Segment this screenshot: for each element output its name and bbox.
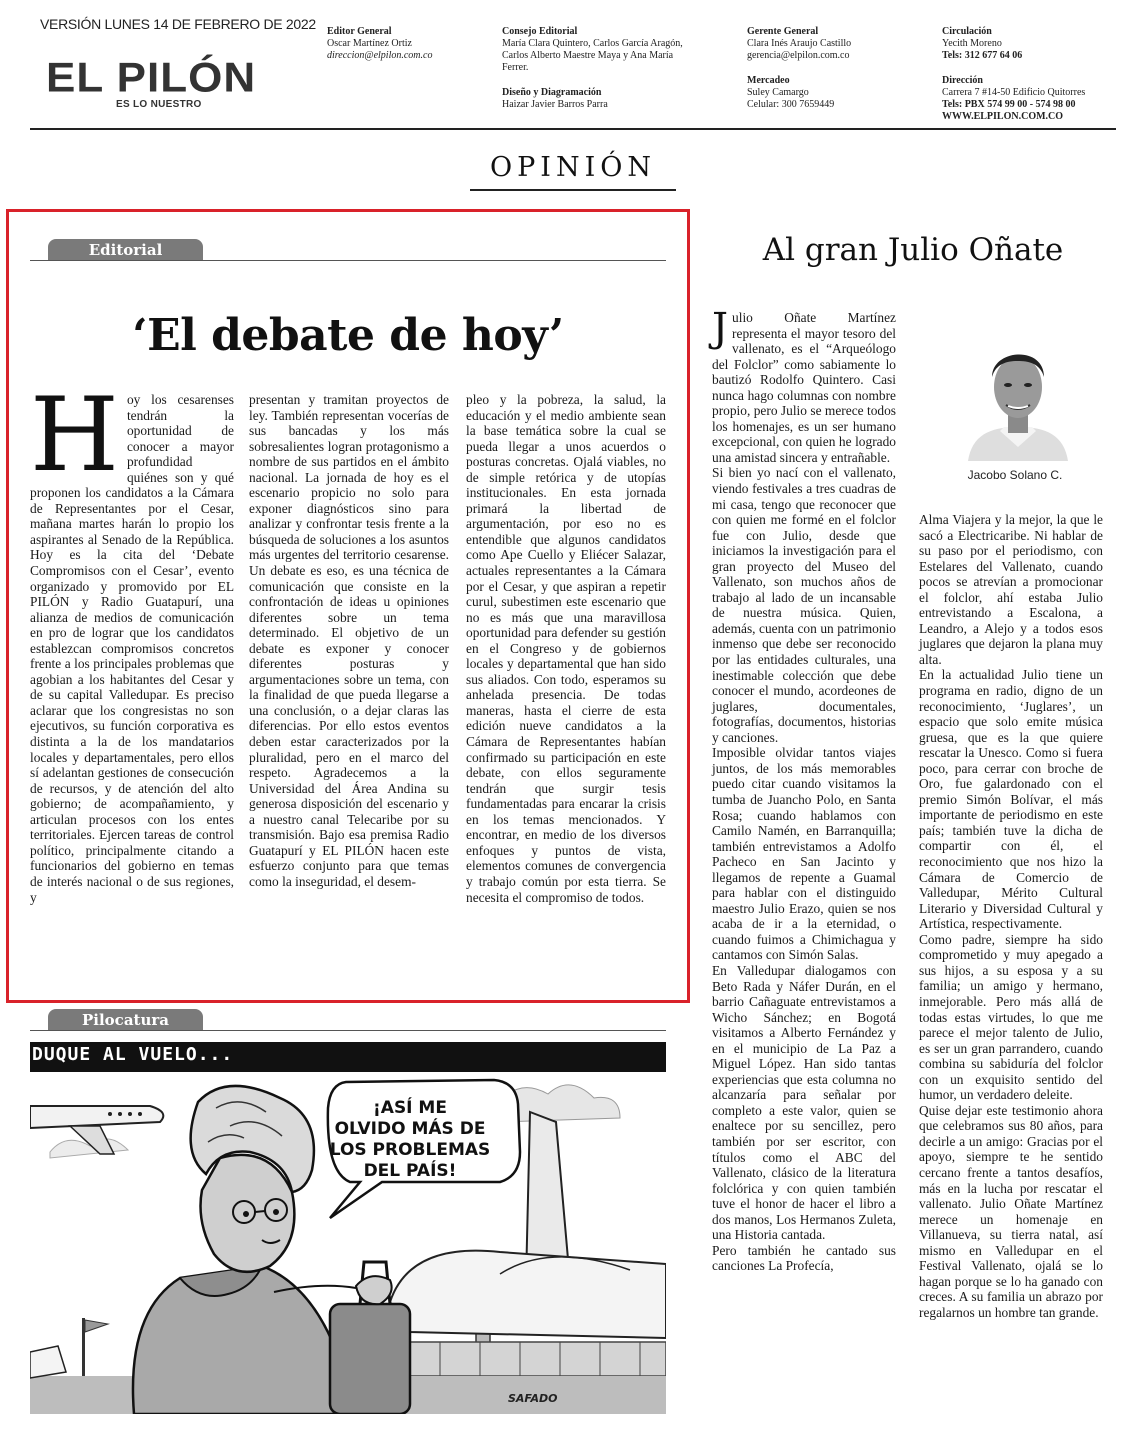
newspaper-slogan: ES LO NUESTRO xyxy=(116,99,202,110)
staff-role: Consejo Editorial xyxy=(502,26,578,37)
cartoon-tab-rule xyxy=(30,1030,666,1031)
editorial-column-3 xyxy=(466,392,666,905)
balloon-line: ¡ASÍ ME xyxy=(373,1098,447,1118)
opinion-paragraph: Si bien yo nací con el vallenato, viendo festivales a tres cuadras de mi casa, tengo que reconocer que con quien me formé en el folclor fue con Julio, desde que iniciamos la investigación para el gran proyecto del Museo del Vallenato, son muchos años de trabajo al lado de un incansable de nuestra música. Quien, además, cuenta con un patrimonio inmenso que debe ser reconocido por las entidades culturales, una inestimable colección que debe conocer el mundo, acordeones de juglares, documentales, fotografías, documentos, historias y canciones. xyxy=(712,465,896,745)
staff-line: Clara Inés Araujo Castillo xyxy=(747,38,852,49)
opinion-paragraph: Pero también he cantado sus canciones La Profecía, xyxy=(712,1242,896,1274)
staff-circulation xyxy=(942,26,1122,123)
staff-editor xyxy=(327,26,487,62)
opinion-text: ulio Oñate Martínez representa el mayor tesoro del vallenato, es el “Arqueólogo del Folclor” como sabiamente lo bautizó Rodolfo Quintero. Casi nunca hago columnas con nombre propio, pero Julio se merece todos los homenajes, es un ser humano excepcional, con quien he logrado una amistad sincera y entrañable. xyxy=(712,310,896,465)
editorial-text: oy los cesarenses tendrán la oportunidad de conocer a mayor profundidad quiénes son y qué proponen los candidatos a la Cámara de Representantes por el Cesar, mañana martes harán lo propio los aspirantes al Senado de la República. Hoy es la cita del ‘Debate Compromisos con el Cesar’, evento organizado y promovido por EL PILÓN y Radio Guatapurí, una alianza de medios de comunicación en pro de lograr que los candidatos establezcan compromisos concretos frente a los principales problemas que agobian a los habitantes del Cesar y de su capital Valledupar. Es preciso aclarar que los congresistas no son ejecutivos, su función corporativa es distinta a la de los mandatarios locales y departamentales, pero ellos sí adelantan gestiones de consecución de recursos, y de atención del alto gobierno; de acompañamiento, y articulan procesos con los entes territoriales. Ejercen tareas de control político, principalmente citando a funcionarios del gobierno en temas de interés nacional o de sus regiones, y xyxy=(30,392,234,905)
staff-line: Haizar Javier Barros Parra xyxy=(502,99,608,110)
opinion-dropcap: J xyxy=(712,305,729,351)
balloon-line: OLVIDO MÁS DE xyxy=(334,1119,486,1139)
cartoon-tab: Pilocatura xyxy=(48,1009,203,1031)
opinion-headline: Al gran Julio Oñate xyxy=(762,232,1064,268)
editorial-text: pleo y la pobreza, la salud, la educación y el medio ambiente sean la base temática sobre la cual se pueda llegar a unos acuerdos o posturas concretas. Ojalá viables, no de simple retórica y de utopías institucionales. En esta jornada primará la libertad de argumentación, por eso no es entendible que algunos candidatos como Ape Cuello y Eliécer Salazar, actuales representantes a la Cámara por el Cesar, y que aspiran a repetir curul, subestimen este escenario que no es más que una maravillosa oportunidad para defender su gestión en el Congreso y de gobiernos locales y departamental que han sido sus aliados. Con todo, esperamos su anhelada presencia. De todas maneras, hasta el cierre de esta edición nueve candidatos a la Cámara de Representantes habían confirmado su participación en este debate, con ellos seguramente tendrán que surgir tesis fundamentadas para encarar la crisis en los temas mencionados. Y encontrar, en medio de los diversos enfoques y puntos de vista, elementos comunes de convergencia y trabajo común por esta tierra. Se necesita el compromiso de todos. xyxy=(466,392,666,905)
author-photo xyxy=(962,335,1074,461)
opinion-paragraph: Alma Viajera y la mejor, la que le sacó a Electricaribe. Ni hablar de su paso por el periodismo, con Estelares del Vallenato, cuando pocos se atrevían a promocionar el folclor, ahí estaba Julio entrevistando a Escalona, a Leandro, a Alejo y a todos esos juglares que dejaron la plana muy alta. xyxy=(919,512,1103,667)
staff-line: Yecith Moreno xyxy=(942,38,1002,49)
opinion-column-1 xyxy=(712,305,896,1274)
editorial-column-2 xyxy=(249,392,449,890)
staff-role: Dirección xyxy=(942,75,983,86)
cartoonist-signature: SAFADO xyxy=(508,1392,558,1405)
cartoon-caption: DUQUE AL VUELO... xyxy=(32,1044,234,1065)
staff-line: Oscar Martínez Ortiz xyxy=(327,38,412,49)
staff-line: Tels: 312 677 64 06 xyxy=(942,50,1023,61)
staff-line: Tels: PBX 574 99 00 - 574 98 00 xyxy=(942,99,1076,110)
author-portrait-icon xyxy=(962,335,1074,461)
edition-date: VERSIÓN LUNES 14 DE FEBRERO DE 2022 xyxy=(40,16,316,32)
opinion-paragraph: Como padre, siempre ha sido comprometido y muy apegado a sus hijos, a su esposa y a su familia; un amigo y hermano, inmejorable. Pero más allá de todas estas virtudes, lo que me parece el mejor talento de Julio, es ser un gran parrandero, cuando combina su sabiduría del folclor con un exquisito sentido del humor, un verdadero deleite. xyxy=(919,931,1103,1103)
opinion-paragraph: Imposible olvidar tantos viajes juntos, de los más memorables puedo citar cuando visitamos la tumba de Juancho Polo, en Santa Rosa; cuando hablamos con Camilo Namén, en Barranquilla; también entrevistamos a Adolfo Pacheco en San Jacinto y llegamos de repente a Guamal para hablar con el distinguido maestro Julio Erazo, quien se nos acaba de ir a la eternidad, o cuando fuimos a Chimichagua y cantamos con Simón Salas. xyxy=(712,745,896,963)
editorial-column-1 xyxy=(30,376,234,905)
author-byline: Jacobo Solano C. xyxy=(967,468,1063,482)
editorial-dropcap: H xyxy=(30,376,119,495)
newspaper-logo[interactable]: EL PILÓN xyxy=(46,54,257,101)
staff-email[interactable]: direccion@elpilon.com.co xyxy=(327,50,433,61)
section-divider xyxy=(470,189,676,191)
staff-email[interactable]: gerencia@elpilon.com.co xyxy=(747,50,850,61)
masthead-divider xyxy=(30,128,1116,130)
masthead xyxy=(0,0,1128,132)
staff-role: Mercadeo xyxy=(747,75,790,86)
section-title: OPINIÓN xyxy=(490,152,657,183)
staff-role: Gerente General xyxy=(747,26,819,37)
editorial-text: presentan y tramitan proyectos de ley. También representan vocerías de sus bancadas y los más sobresalientes logran protagonismo a nombre de sus partidos en el ámbito nacional. La jornada de hoy es el escenario propicio no solo para exponer diagnósticos sino para analizar y confrontar tesis frente a la búsqueda de soluciones a los asuntos más urgentes del territorio cesarense. Un debate es eso, es una técnica de comunicación que consiste en la confrontación de ideas u opiniones diferentes sobre un tema determinado. El objetivo de un debate es exponer y conocer diferentes posturas y argumentaciones sobre un tema, con la finalidad de que pueda llegarse a una conclusión, o a dejar claras las diferencias. Por ello estos eventos deben estar caracterizados por la pluralidad, pero en el marco del respeto. Agradecemos a la Universidad del Área Andina su generosa disposición del escenario y a nuestro canal Telecaribe por su transmisión. Bajo esa premisa Radio Guatapurí y EL PILÓN hacen este esfuerzo conjunto para que temas como la inseguridad, el desem- xyxy=(249,392,449,889)
staff-role: Editor General xyxy=(327,26,392,37)
staff-role: Diseño y Diagramación xyxy=(502,87,602,98)
staff-line: Suley Camargo xyxy=(747,87,809,98)
staff-role: Circulación xyxy=(942,26,992,37)
staff-line: Celular: 300 7659449 xyxy=(747,99,835,110)
staff-line: María Clara Quintero, Carlos García Aragón, xyxy=(502,38,683,49)
balloon-line: DEL PAÍS! xyxy=(363,1161,457,1181)
opinion-paragraph: Quise dejar este testimonio ahora que celebramos sus 80 años, para decirle a un amigo: Gracias por el apoyo, siempre te he sentido cercano frente a tantos desafíos, más en la lucha por rescatar el vallenato. Julio Oñate Martínez merece un homenaje en Villanueva, su tierra natal, así mismo en Valledupar en el Festival Vallenato, ojalá se lo hagan porque se lo ha ganado con creces. A su familia un abrazo por regalarnos un hombre tan grande. xyxy=(919,1102,1103,1320)
opinion-paragraph: En la actualidad Julio tiene un programa en radio, digno de un reconocimiento, ‘Juglares’, un espacio que solo emite música gruesa, que es la que quiere rescatar la Unesco. Como si fuera poco, para cerrar con broche de Oro, fue galardonado con el premio Simón Bolívar, el más importante de periodismo en este país; también tuve la dicha de compartir con él, el reconocimiento que nos hizo la Cámara de Comercio de Valledupar, Mérito Cultural Literario y Diversidad Cultural y Artística, respectivamente. xyxy=(919,667,1103,932)
speech-balloon-text xyxy=(320,1098,500,1182)
editorial-headline: ‘El debate de hoy’ xyxy=(132,310,564,361)
editorial-tab: Editorial xyxy=(48,239,203,261)
staff-line: Carrera 7 #14-50 Edificio Quitorres xyxy=(942,87,1086,98)
editorial-tab-rule xyxy=(30,260,666,261)
staff-line: Ferrer. xyxy=(502,62,529,73)
staff-line: Carlos Alberto Maestre Maya y Ana María xyxy=(502,50,674,61)
opinion-column-2 xyxy=(919,512,1103,1320)
opinion-paragraph: En Valledupar dialogamos con Beto Rada y Náfer Durán, en el barrio Cañaguate entrevistamos a Wicho Sánchez; en Bogotá visitamos a Alberto Fernández y en el municipio de La Paz a Miguel López. Han sido tantas experiencias que esta columna no alcanzaría para señalar por completo a este valor, quien se enaltece por su sencillez, pero también por ser escritor, con títulos como el ABC del Vallenato, clásico de la literatura folclórica y con quien también tuve el honor de hacer el libro a dos manos, Los Hermanos Zuleta, una Historia cantada. xyxy=(712,962,896,1243)
balloon-line: LOS PROBLEMAS xyxy=(329,1140,491,1160)
staff-council xyxy=(502,26,717,111)
website-link[interactable]: WWW.ELPILON.COM.CO xyxy=(942,111,1064,122)
staff-manager xyxy=(747,26,917,111)
